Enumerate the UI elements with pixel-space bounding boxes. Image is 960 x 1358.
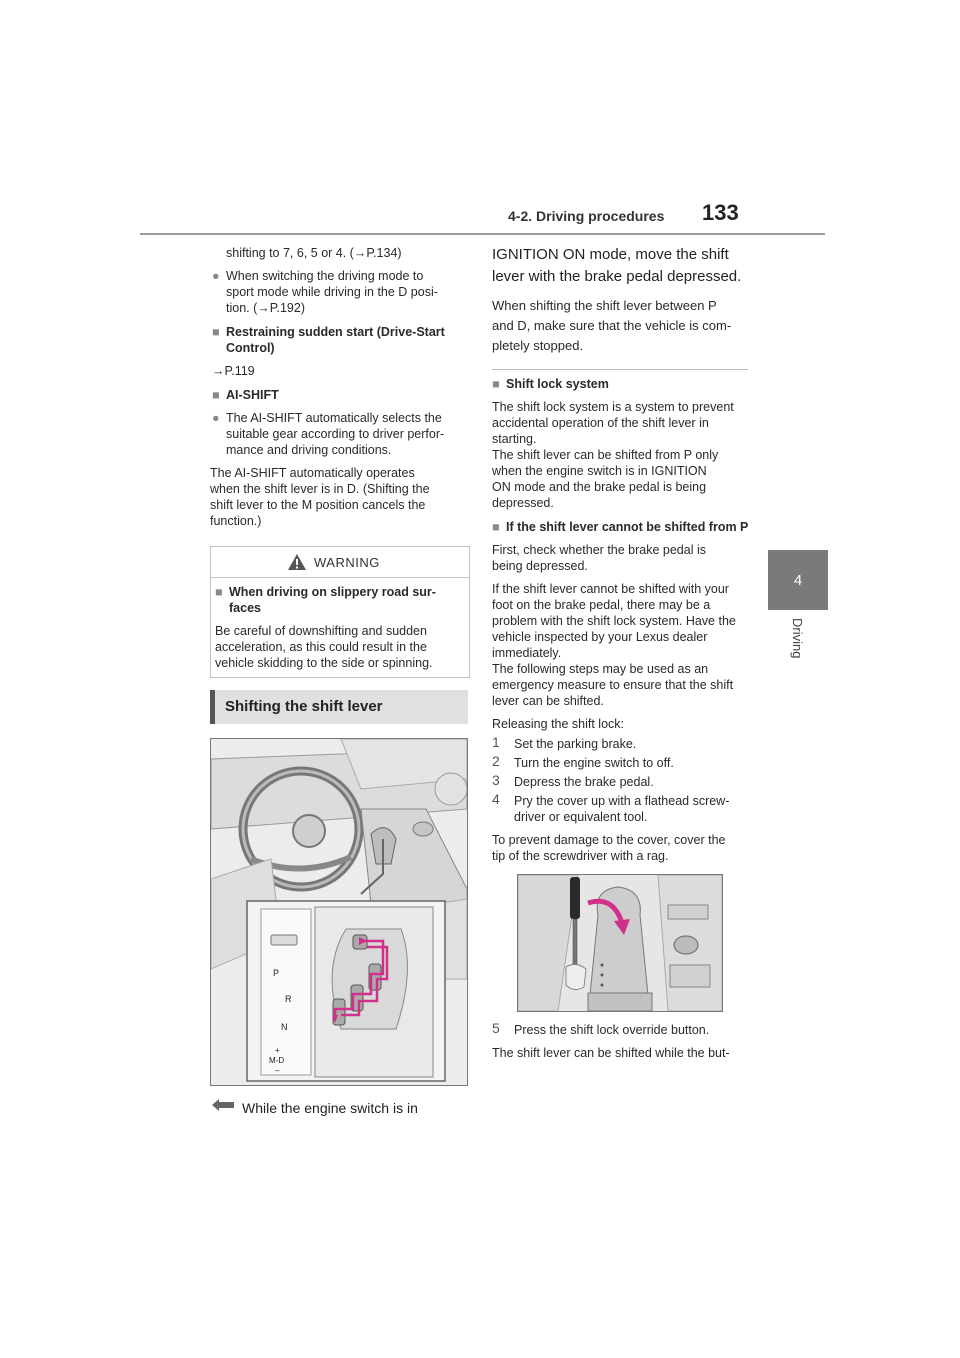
paragraph-line: shift lever to the M position cancels the [210, 498, 426, 512]
left-arrow-icon [212, 1098, 234, 1112]
subheading: Shift lock system [506, 377, 609, 391]
step-text: Depress the brake pedal. [514, 775, 654, 789]
warning-heading: When driving on slippery road sur- [229, 585, 436, 599]
warning-heading: faces [229, 601, 261, 615]
step-number: 2 [492, 753, 500, 769]
square-bullet-icon: ■ [492, 520, 500, 534]
section-heading: Shifting the shift lever [225, 698, 383, 715]
paragraph-line: foot on the brake pedal, there may be a [492, 598, 711, 612]
warning-triangle-icon [287, 553, 307, 571]
step-text: Press the shift lock override button. [514, 1023, 710, 1037]
paragraph-line: being depressed. [492, 559, 588, 573]
shift-lever-illustration [210, 738, 468, 1086]
paragraph-line: The AI-SHIFT automatically operates [210, 466, 415, 480]
gate-label-md: M-D [269, 1056, 285, 1065]
subheading: Control) [226, 341, 275, 355]
paragraph-line: The shift lever can be shifted from P only [492, 448, 719, 462]
paragraph-line: The shift lock system is a system to prevent [492, 400, 734, 414]
text-line: shifting to 7, 6, 5 or 4. (→P.134) [226, 246, 402, 260]
warning-body: Be careful of downshifting and sudden [215, 624, 427, 638]
warning-body: acceleration, as this could result in the [215, 640, 427, 654]
square-bullet-icon: ■ [215, 585, 223, 599]
header-rule [140, 233, 825, 235]
subheading: Restraining sudden start (Drive-Start [226, 325, 445, 339]
paragraph-line: First, check whether the brake pedal is [492, 543, 706, 557]
paragraph-line: when the engine switch is in IGNITION [492, 464, 707, 478]
paragraph-line: The shift lever can be shifted while the but- [492, 1046, 730, 1060]
bullet-text: When switching the driving mode to [226, 269, 424, 283]
bullet-text: tion. (→P.192) [226, 301, 305, 315]
chapter-number: 4 [793, 572, 803, 589]
paragraph-line: Releasing the shift lock: [492, 717, 625, 731]
note-text: When shifting the shift lever between P [492, 298, 717, 313]
caption-text: While the engine switch is in [242, 1100, 418, 1116]
gate-label-plus: + [275, 1046, 280, 1055]
section-heading-bar [210, 690, 468, 724]
bullet-text: suitable gear according to driver perfor- [226, 427, 445, 441]
chapter-label: Driving [790, 618, 805, 659]
subheading: AI-SHIFT [226, 388, 279, 402]
paragraph-line: lever can be shifted. [492, 694, 604, 708]
screwdriver-drawing [518, 875, 722, 1011]
step-text: Set the parking brake. [514, 737, 637, 751]
bullet-icon: ● [212, 411, 220, 425]
step-number: 4 [492, 791, 500, 807]
paragraph-line: emergency measure to ensure that the shift [492, 678, 734, 692]
warning-header [211, 547, 469, 578]
square-bullet-icon: ■ [212, 388, 220, 402]
warning-title: WARNING [314, 555, 380, 570]
paragraph-line: starting. [492, 432, 537, 446]
step-number: 1 [492, 734, 500, 750]
paragraph-line: problem with the shift lock system. Have the [492, 614, 736, 628]
paragraph-line: tip of the screwdriver with a rag. [492, 849, 669, 863]
step-text: driver or equivalent tool. [514, 810, 648, 824]
paragraph-line: ON mode and the brake pedal is being [492, 480, 707, 494]
paragraph-line: vehicle inspected by your Lexus dealer [492, 630, 708, 644]
note-text: and D, make sure that the vehicle is com- [492, 318, 732, 333]
paragraph-line: function.) [210, 514, 262, 528]
page-reference: →P.119 [212, 364, 255, 378]
lead-text: IGNITION ON mode, move the shift [492, 246, 729, 263]
bullet-text: The AI-SHIFT automatically selects the [226, 411, 442, 425]
paragraph-line: depressed. [492, 496, 554, 510]
subheading: If the shift lever cannot be shifted from P [506, 520, 749, 534]
paragraph-line: when the shift lever is in D. (Shifting the [210, 482, 430, 496]
paragraph-line: To prevent damage to the cover, cover the [492, 833, 726, 847]
bullet-text: sport mode while driving in the D posi- [226, 285, 438, 299]
divider [492, 369, 748, 370]
paragraph-line: If the shift lever cannot be shifted with your [492, 582, 729, 596]
warning-body: vehicle skidding to the side or spinning. [215, 656, 433, 670]
square-bullet-icon: ■ [492, 377, 500, 391]
note-text: pletely stopped. [492, 338, 584, 353]
paragraph-line: The following steps may be used as an [492, 662, 709, 676]
gate-label-n: N [281, 1022, 288, 1032]
step-text: Turn the engine switch to off. [514, 756, 674, 770]
warning-box [210, 546, 470, 678]
step-text: Pry the cover up with a flathead screw- [514, 794, 730, 808]
paragraph-line: accidental operation of the shift lever in [492, 416, 709, 430]
square-bullet-icon: ■ [212, 325, 220, 339]
step-number: 5 [492, 1020, 500, 1036]
lead-text: lever with the brake pedal depressed. [492, 268, 742, 285]
shift-lock-illustration [517, 874, 723, 1012]
chapter-tab [768, 550, 828, 610]
gate-label-p: P [273, 968, 280, 978]
car-interior-drawing [211, 739, 467, 1085]
bullet-text: mance and driving conditions. [226, 443, 392, 457]
gate-label-r: R [285, 994, 292, 1004]
paragraph-line: immediately. [492, 646, 562, 660]
step-number: 3 [492, 772, 500, 788]
section-title: 4-2. Driving procedures [508, 208, 665, 224]
bullet-icon: ● [212, 269, 220, 283]
page-number: 133 [702, 200, 739, 225]
gate-label-minus: – [275, 1066, 280, 1075]
